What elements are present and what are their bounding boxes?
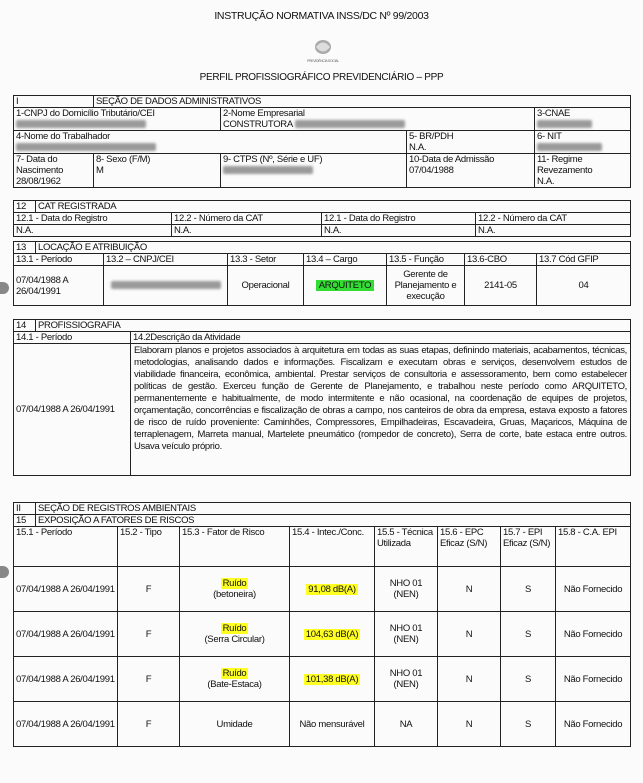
punch-hole (0, 566, 9, 578)
section-number: 14 (14, 320, 36, 332)
risk-intensity: 91,08 dB(A) (290, 567, 375, 612)
loc-cnpj (104, 266, 228, 306)
risk-factor: Umidade (180, 702, 290, 747)
risk-ca: Não Fornecido (556, 612, 631, 657)
admission-date-field: 10-Data de Admissão 07/04/1988 (407, 154, 535, 188)
risk-intensity: 101,38 dB(A) (290, 657, 375, 702)
table-row (14, 702, 631, 747)
risk-type: F (118, 612, 180, 657)
loc-header: 13.4 – Cargo (304, 254, 387, 266)
section-number: 12 (14, 201, 36, 213)
section-title: LOCAÇÃO E ATRIBUIÇÃO (36, 242, 631, 254)
company-name-field: 2-Nome Empresarial CONSTRUTORA (221, 108, 535, 131)
risk-ca: Não Fornecido (556, 567, 631, 612)
logo-caption: PREVIDÊNCIA SOCIAL (307, 59, 339, 63)
ctps-field: 9- CTPS (Nº, Série e UF) (221, 154, 407, 188)
section-number: 15 (14, 515, 36, 527)
risk-intensity: Não mensurável (290, 702, 375, 747)
risk-technique: NHO 01 (NEN) (375, 612, 438, 657)
loc-header: 13.6-CBO (465, 254, 537, 266)
loc-header: 13.2 – CNPJ/CEI (104, 254, 228, 266)
cat-value: N.A. (476, 225, 631, 237)
risk-ca: Não Fornecido (556, 657, 631, 702)
prof-header: 14.1 - Período (14, 332, 131, 344)
shift-regime-field: 11- Regime Revezamento N.A. (535, 154, 631, 188)
loc-period: 07/04/1988 A 26/04/1991 (14, 266, 104, 306)
risk-period: 07/04/1988 A 26/04/1991 (14, 567, 118, 612)
risk-period: 07/04/1988 A 26/04/1991 (14, 612, 118, 657)
risk-header: 15.6 - EPC Eficaz (S/N) (438, 527, 501, 567)
loc-header: 13.3 - Setor (228, 254, 304, 266)
risk-type: F (118, 657, 180, 702)
risk-type: F (118, 567, 180, 612)
admin-data-table (13, 95, 631, 188)
cat-header: 12.2 - Número da CAT (476, 213, 631, 225)
prof-period: 07/04/1988 A 26/04/1991 (14, 344, 131, 476)
risk-epc: N (438, 702, 501, 747)
risk-factor: Ruído (Bate-Estaca) (180, 657, 290, 702)
cat-header: 12.2 - Número da CAT (172, 213, 322, 225)
cat-header: 12.1 - Data do Registro (322, 213, 476, 225)
cat-header: 12.1 - Data do Registro (14, 213, 172, 225)
risk-epc: N (438, 567, 501, 612)
loc-cbo: 2141-05 (465, 266, 537, 306)
section-title: SEÇÃO DE REGISTROS AMBIENTAIS (36, 503, 631, 515)
cat-value: N.A. (322, 225, 476, 237)
risk-epi: S (501, 657, 556, 702)
location-table (13, 241, 631, 306)
prof-header: 14.2Descrição da Atividade (131, 332, 631, 344)
risk-header: 15.2 - Tipo (118, 527, 180, 567)
risk-epi: S (501, 567, 556, 612)
risk-header: 15.8 - C.A. EPI (556, 527, 631, 567)
table-row (14, 612, 631, 657)
section-number: I (14, 96, 94, 108)
loc-header: 13.5 - Função (387, 254, 465, 266)
risk-period: 07/04/1988 A 26/04/1991 (14, 702, 118, 747)
activity-description: Elaboram planos e projetos associados à arquitetura em todas as suas etapas, definindo materiais, acabamentos, técnicas, metodologias, analisando dados e informações. Fiscalizam e executam obras e serviços, desenvolvem estudos de viabilidade financeira, econômica, ambiental. Prestar serviços de consultoria e assessoramento, bem como estabelecer políticas de gestão. Exerceu função de Gerente de Planejamento, e trabalhou neste período como ARQUITETO, permanentemente e habitualmente, de modo intermitente e não ocasional, na coordenação de equipes de projetos, orçamentação, concorrências e fiscalização de obras a campo, nos canteiros de obra da empresa, estava exposto a fatores de risco de ruído proveniente: Caminhões, Compressores, Empilhadeiras, Escavadeira, Gruas, Maçaricos, Máquina de terraplenagem, Marreta manual, Martelete pneumático (rompedor de concreto), Serra de corte, bate estaca entre outros. Usava veículo próprio. (131, 344, 631, 476)
section-number: 13 (14, 242, 36, 254)
risk-header: 15.4 - Intec./Conc. (290, 527, 375, 567)
risk-ca: Não Fornecido (556, 702, 631, 747)
punch-hole (0, 282, 9, 294)
risk-epi: S (501, 702, 556, 747)
risk-technique: NHO 01 (NEN) (375, 567, 438, 612)
birth-date-field: 7- Data do Nascimento 28/08/1962 (14, 154, 94, 188)
risk-technique: NA (375, 702, 438, 747)
document-title: INSTRUÇÃO NORMATIVA INSS/DC Nº 99/2003 (214, 10, 429, 22)
loc-sector: Operacional (228, 266, 304, 306)
loc-job-title: ARQUITETO (304, 266, 387, 306)
risk-factor: Ruído (Serra Circular) (180, 612, 290, 657)
risk-period: 07/04/1988 A 26/04/1991 (14, 657, 118, 702)
professiography-table (13, 319, 631, 476)
cnpj-field: 1-CNPJ do Domicílio Tributário/CEI (14, 108, 221, 131)
risk-epc: N (438, 657, 501, 702)
cat-value: N.A. (14, 225, 172, 237)
section-title: PROFISSIOGRAFIA (36, 320, 631, 332)
risk-technique: NHO 01 (NEN) (375, 657, 438, 702)
cat-value: N.A. (172, 225, 322, 237)
sex-field: 8- Sexo (F/M) M (94, 154, 221, 188)
document-subtitle: PERFIL PROFISSIOGRÁFICO PREVIDENCIÁRIO – PPP (199, 72, 444, 83)
br-pdh-field: 5- BR/PDH N.A. (407, 131, 535, 154)
loc-header: 13.1 - Período (14, 254, 104, 266)
risk-factor: Ruído (betoneira) (180, 567, 290, 612)
risk-header: 15.5 - Técnica Utilizada (375, 527, 438, 567)
risk-header: 15.1 - Período (14, 527, 118, 567)
previdencia-logo (306, 38, 340, 64)
section-number: II (14, 503, 36, 515)
section-title: EXPOSIÇÃO A FATORES DE RISCOS (36, 515, 631, 527)
cnae-field: 3-CNAE (535, 108, 631, 131)
section-title: SEÇÃO DE DADOS ADMINISTRATIVOS (94, 96, 631, 108)
risk-header: 15.3 - Fator de Risco (180, 527, 290, 567)
risk-type: F (118, 702, 180, 747)
environmental-table (13, 502, 631, 747)
risk-epc: N (438, 612, 501, 657)
cat-table (13, 200, 631, 237)
table-row (14, 567, 631, 612)
risk-epi: S (501, 612, 556, 657)
loc-function: Gerente de Planejamento e execução (387, 266, 465, 306)
loc-header: 13.7 Cód GFIP (537, 254, 631, 266)
loc-gfip: 04 (537, 266, 631, 306)
section-title: CAT REGISTRADA (36, 201, 631, 213)
table-row (14, 657, 631, 702)
nit-field: 6- NIT (535, 131, 631, 154)
worker-name-field: 4-Nome do Trabalhador (14, 131, 407, 154)
risk-intensity: 104,63 dB(A) (290, 612, 375, 657)
risk-header: 15.7 - EPI Eficaz (S/N) (501, 527, 556, 567)
